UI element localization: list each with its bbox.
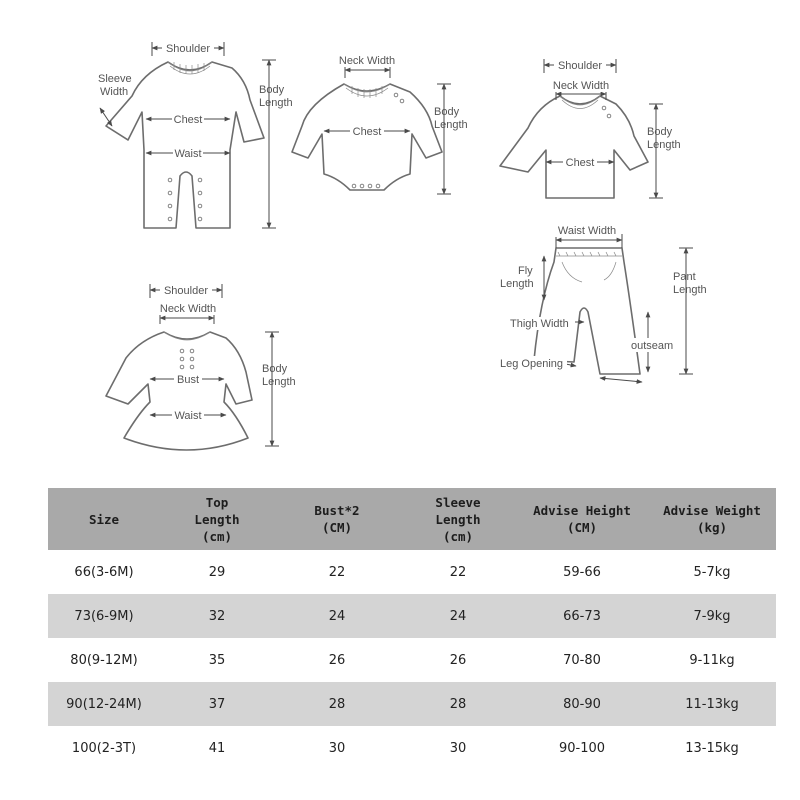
advise-height-cell: 70-80 [516,638,648,682]
header-sleeve-length: Sleeve Length (cm) [400,488,516,550]
header-size: Size [48,488,160,550]
dress-outline [106,332,252,450]
size-cell: 66(3-6M) [48,550,160,594]
sleeve-length-cell: 22 [400,550,516,594]
size-chart-table [48,488,776,770]
romper-sleeve-width-label-2: Width [100,86,129,98]
pants-pant-length-label-1: Pant [673,271,696,283]
dress-bust-label: Bust [176,374,200,386]
bust-cell: 30 [274,726,400,770]
table-row [48,726,776,770]
pants-pant-length-label-2: Length [673,284,707,296]
romper-shoulder-label: Shoulder [165,43,211,55]
sleeve-length-cell: 26 [400,638,516,682]
bodysuit-chest-label: Chest [352,126,382,138]
size-table-header-row [48,488,776,550]
dress-body-length-label-1: Body [262,363,288,375]
pants-leg-opening-label: Leg Opening [500,358,563,370]
advise-weight-cell: 7-9kg [648,594,776,638]
table-row [48,550,776,594]
size-cell: 100(2-3T) [48,726,160,770]
pants-fly-length-label-1: Fly [518,265,533,277]
sleeve-length-cell: 30 [400,726,516,770]
bust-cell: 26 [274,638,400,682]
dress-neck-width-label: Neck Width [159,303,217,315]
pants-waist-width-label: Waist Width [557,225,617,237]
header-advise-height: Advise Height (CM) [516,488,648,550]
bust-cell: 24 [274,594,400,638]
bodysuit-neck-width-label: Neck Width [338,55,396,67]
dress-waist-label: Waist [174,410,202,422]
bodysuit-body-length-label-2: Length [434,119,468,131]
top-length-cell: 35 [160,638,274,682]
header-bust: Bust*2 (CM) [274,488,400,550]
pants-thigh-width-label: Thigh Width [510,318,569,330]
table-row [48,682,776,726]
top-neck-width-label: Neck Width [552,80,610,92]
top-length-cell: 29 [160,550,274,594]
pants-fly-length-label-2: Length [500,278,534,290]
top-outline [500,96,648,198]
table-row [48,638,776,682]
dress-diagram [106,283,296,450]
bust-cell: 28 [274,682,400,726]
advise-height-cell: 80-90 [516,682,648,726]
sleeve-length-cell: 28 [400,682,516,726]
bodysuit-body-length-label-1: Body [434,106,460,118]
pants-outseam-label: outseam [631,340,674,352]
bodysuit-diagram [292,54,468,194]
bust-cell: 22 [274,550,400,594]
header-top-length: Top Length (cm) [160,488,274,550]
top-shoulder-label: Shoulder [557,60,603,72]
advise-height-cell: 90-100 [516,726,648,770]
dress-body-length-label-2: Length [262,376,296,388]
size-cell: 80(9-12M) [48,638,160,682]
romper-outline [106,62,264,228]
romper-waist-label: Waist [174,148,202,160]
top-length-cell: 41 [160,726,274,770]
top-chest-label: Chest [565,157,595,169]
top-length-cell: 37 [160,682,274,726]
pants-diagram [499,224,707,382]
romper-sleeve-width-label-1: Sleeve [98,73,132,85]
top-body-length-label-1: Body [647,126,673,138]
advise-weight-cell: 5-7kg [648,550,776,594]
advise-weight-cell: 9-11kg [648,638,776,682]
top-length-cell: 32 [160,594,274,638]
sleeve-length-cell: 24 [400,594,516,638]
header-advise-weight: Advise Weight (kg) [648,488,776,550]
romper-chest-label: Chest [173,114,203,126]
pants-outline [534,248,640,374]
top-body-length-label-2: Length [647,139,681,151]
advise-weight-cell: 13-15kg [648,726,776,770]
romper-body-length-label-1: Body [259,84,285,96]
romper-diagram [98,41,293,228]
table-row [48,594,776,638]
advise-height-cell: 66-73 [516,594,648,638]
size-cell: 73(6-9M) [48,594,160,638]
romper-body-length-label-2: Length [259,97,293,109]
advise-weight-cell: 11-13kg [648,682,776,726]
advise-height-cell: 59-66 [516,550,648,594]
top-diagram [500,58,681,198]
dress-shoulder-label: Shoulder [163,285,209,297]
size-cell: 90(12-24M) [48,682,160,726]
